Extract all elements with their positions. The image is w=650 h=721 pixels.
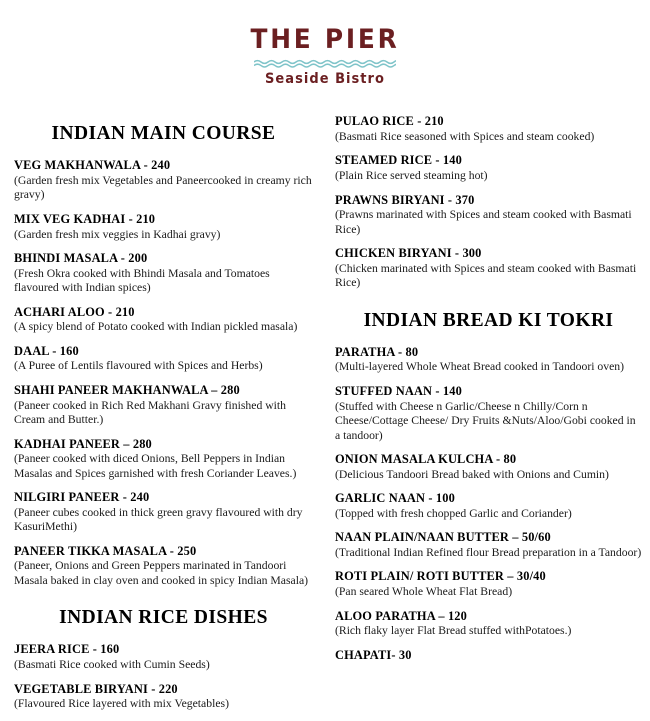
menu-item-description: (Garden fresh mix Vegetables and Paneercooked in creamy rich gravy)	[14, 173, 312, 202]
menu-item-name: KADHAI PANEER – 280	[14, 436, 152, 451]
menu-item-name: BHINDI MASALA - 200	[14, 251, 148, 266]
menu-item	[14, 212, 313, 242]
menu-item	[335, 193, 642, 238]
menu-item-name: ONION MASALA KULCHA - 80	[335, 452, 517, 467]
menu-item-description: (Delicious Tandoori Bread baked with Onions and Cumin)	[335, 467, 609, 481]
section-heading: INDIAN RICE DISHES	[59, 607, 268, 629]
brand-name: THE PIER	[250, 24, 400, 55]
menu-item-description: (Garden fresh mix veggies in Kadhai gravy)	[14, 227, 221, 241]
menu-item-description: (Rich flaky layer Flat Bread stuffed withPotatoes.)	[335, 624, 572, 638]
menu-item	[14, 251, 313, 296]
menu-item	[14, 490, 313, 535]
menu-item	[335, 569, 642, 599]
menu-item-description: (Chicken marinated with Spices and steam cooked with Basmati Rice)	[335, 261, 637, 290]
menu-item-description: (Basmati Rice seasoned with Spices and steam cooked)	[335, 129, 595, 143]
menu-item-name: NILGIRI PANEER - 240	[14, 490, 150, 505]
menu-item	[14, 158, 313, 203]
wave-divider-icon	[254, 59, 396, 68]
menu-item-name: STEAMED RICE - 140	[335, 153, 462, 168]
menu-item	[335, 530, 642, 560]
menu-item-description: (Paneer cubes cooked in thick green gravy flavoured with dry KasuriMethi)	[14, 505, 303, 534]
menu-item-name: MIX VEG KADHAI - 210	[14, 211, 156, 226]
menu-item-name: PARATHA - 80	[335, 344, 419, 359]
menu-item	[335, 609, 642, 639]
section-heading: INDIAN MAIN COURSE	[51, 123, 276, 145]
menu-item-name: CHICKEN BIRYANI - 300	[335, 246, 482, 261]
menu-item	[335, 246, 642, 291]
menu-item-description: (Pan seared Whole Wheat Flat Bread)	[335, 585, 513, 599]
menu-item-name: CHAPATI- 30	[335, 647, 412, 662]
menu-item-description: (Paneer cooked with diced Onions, Bell Peppers in Indian Masalas and Spices garnished with fresh Coriander Leaves.)	[14, 452, 297, 480]
menu-item	[335, 648, 642, 663]
menu-item	[14, 642, 313, 672]
menu-item-name: PULAO RICE - 210	[335, 114, 444, 129]
menu-item-description: (Paneer cooked in Rich Red Makhani Gravy finished with Cream and Butter.)	[14, 398, 286, 427]
menu-item-description: (Topped with fresh chopped Garlic and Coriander)	[335, 506, 572, 520]
menu-item	[335, 452, 642, 482]
menu-item-name: ROTI PLAIN/ ROTI BUTTER – 30/40	[335, 569, 546, 584]
restaurant-logo	[0, 0, 650, 87]
menu-item-name: ALOO PARATHA – 120	[335, 608, 468, 623]
menu-item-name: JEERA RICE - 160	[14, 642, 120, 657]
menu-item-description: (Multi-layered Whole Wheat Bread cooked in Tandoori oven)	[335, 360, 625, 374]
menu-item	[335, 345, 642, 375]
menu-item	[14, 344, 313, 374]
menu-item-description: (Flavoured Rice layered with mix Vegetables)	[14, 697, 229, 711]
menu-item-description: (Basmati Rice cooked with Cumin Seeds)	[14, 658, 210, 672]
menu-item-name: SHAHI PANEER MAKHANWALA – 280	[14, 382, 240, 397]
menu-item-description: (Traditional Indian Refined flour Bread preparation in a Tandoor)	[335, 545, 642, 559]
menu-item	[14, 437, 313, 482]
menu-column-left	[0, 123, 325, 720]
brand-tagline: Seaside Bistro	[265, 71, 385, 88]
menu-item	[14, 305, 313, 335]
menu-item-description: (A Puree of Lentils flavoured with Spices and Herbs)	[14, 359, 263, 373]
menu-item-name: ACHARI ALOO - 210	[14, 304, 135, 319]
menu-item-name: NAAN PLAIN/NAAN BUTTER – 50/60	[335, 530, 551, 545]
menu-column-right	[325, 114, 650, 671]
menu-item-description: (Stuffed with Cheese n Garlic/Cheese n Chilly/Corn n Cheese/Cottage Cheese/ Dry Fruits &Nuts/Aloo/Gobi cooked in a tandoor)	[335, 399, 636, 442]
menu-item-name: GARLIC NAAN - 100	[335, 491, 455, 506]
menu-item-description: (Prawns marinated with Spices and steam cooked with Basmati Rice)	[335, 208, 632, 236]
menu-item-description: (Paneer, Onions and Green Peppers marinated in Tandoori Masala baked in clay oven and cooked in spicy Indian Masala)	[14, 559, 309, 587]
menu-item-name: PRAWNS BIRYANI - 370	[335, 192, 475, 207]
menu-item	[335, 384, 642, 443]
menu-item	[14, 544, 313, 589]
menu-item-name: DAAL - 160	[14, 343, 79, 358]
menu-item	[14, 682, 313, 712]
menu-item	[335, 114, 642, 144]
menu-item	[335, 491, 642, 521]
menu-item-name: STUFFED NAAN - 140	[335, 383, 462, 398]
menu-item-description: (Fresh Okra cooked with Bhindi Masala and Tomatoes flavoured with Indian spices)	[14, 266, 270, 295]
menu-item-description: (Plain Rice served steaming hot)	[335, 169, 488, 183]
menu-item-name: PANEER TIKKA MASALA - 250	[14, 543, 197, 558]
menu-item	[335, 153, 642, 183]
menu-item-name: VEGETABLE BIRYANI - 220	[14, 681, 178, 696]
menu-item-name: VEG MAKHANWALA - 240	[14, 158, 171, 173]
menu-item	[14, 383, 313, 428]
menu-item-description: (A spicy blend of Potato cooked with Indian pickled masala)	[14, 320, 298, 334]
menu-body	[0, 114, 650, 720]
section-heading: INDIAN BREAD KI TOKRI	[363, 309, 614, 331]
